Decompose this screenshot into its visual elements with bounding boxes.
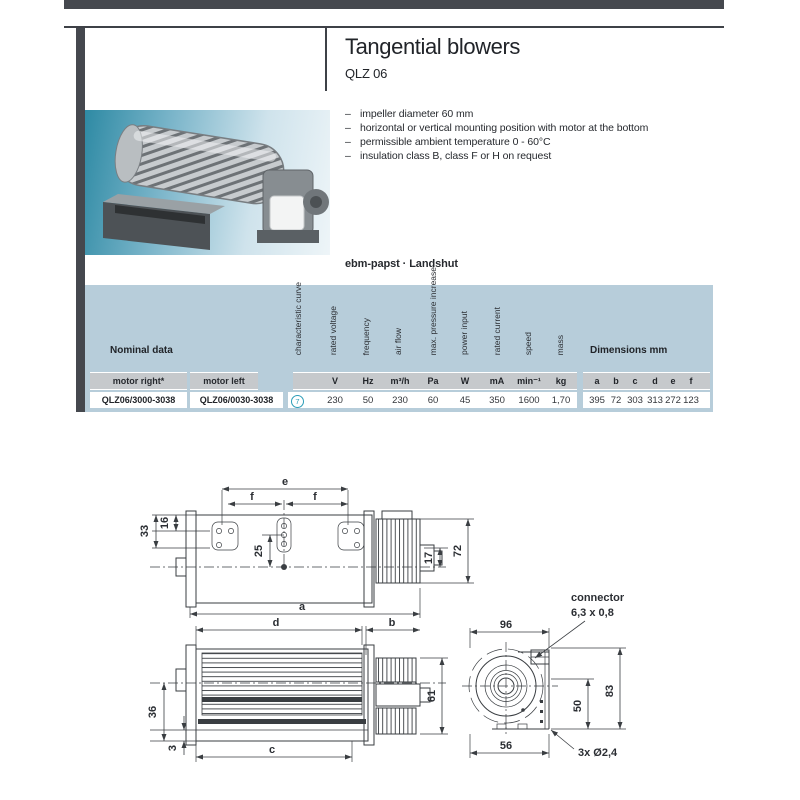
value-power: 45 [459, 395, 471, 406]
dim-letter-d: d [652, 376, 658, 386]
dim-label-17: 17 [423, 551, 435, 565]
feature-item [345, 107, 648, 121]
dim-letter-e: e [670, 376, 676, 386]
feature-item [345, 149, 648, 163]
dim-label-b: b [388, 617, 396, 629]
characteristic-curve-ref: 7 [291, 395, 304, 408]
dim-value-f: 123 [683, 395, 699, 406]
feature-list [345, 107, 648, 163]
dim-value-d: 313 [647, 395, 663, 406]
dimensions-label: Dimensions mm [590, 345, 668, 356]
page-title: Tangential blowers [345, 34, 521, 59]
feature-text: permissible ambient temperature 0 - 60°C [360, 136, 551, 148]
model-motor-right: QLZ06/3000-3038 [101, 395, 176, 405]
col-header-max-pressure: max. pressure increase [428, 266, 438, 355]
col-header-characteristic-curve: characteristic curve [293, 281, 303, 355]
spec-table [85, 266, 713, 412]
col-header-rated-current: rated current [492, 306, 502, 355]
technical-drawings [85, 450, 730, 800]
col-header-rated-voltage: rated voltage [328, 305, 338, 355]
dim-value-e: 272 [665, 395, 681, 406]
dimension-drawings [85, 450, 730, 800]
col-header-mass: mass [555, 334, 565, 355]
dim-label-50: 50 [572, 699, 584, 713]
col-header-frequency: frequency [361, 317, 371, 355]
brand-line: ebm-papst · Landshut [345, 258, 458, 270]
data-cell-motor-left [190, 392, 283, 408]
bullet-dash: – [345, 150, 351, 162]
dim-label-16: 16 [159, 516, 171, 530]
product-photo [85, 110, 330, 255]
unit-airflow: m³/h [390, 376, 410, 386]
value-mass: 1,70 [551, 395, 571, 406]
left-accent-bar [76, 28, 85, 412]
feature-item [345, 135, 648, 149]
title-divider [325, 28, 327, 91]
feature-text: impeller diameter 60 mm [360, 108, 474, 120]
dim-label-25: 25 [253, 544, 265, 558]
unit-mass: kg [555, 376, 567, 386]
motor-right-label: motor right* [112, 376, 165, 386]
feature-text: insulation class B, class F or H on request [360, 150, 552, 162]
dim-label-a: a [298, 601, 306, 613]
unit-pressure: Pa [427, 376, 439, 386]
page-model: QLZ 06 [345, 66, 388, 81]
model-motor-left: QLZ06/0030-3038 [199, 395, 274, 405]
dim-letter-b: b [613, 376, 619, 386]
side-view [139, 476, 474, 607]
feature-text: horizontal or vertical mounting position with motor at the bottom [360, 122, 649, 134]
value-voltage: 230 [327, 395, 343, 406]
col-header-speed: speed [523, 331, 533, 355]
dim-letter-c: c [632, 376, 638, 386]
dim-value-a: 395 [589, 395, 605, 406]
dim-label-83: 83 [604, 684, 616, 698]
unit-speed: min⁻¹ [517, 376, 541, 386]
connector-label: connector [571, 592, 625, 604]
dim-label-72: 72 [452, 544, 464, 558]
dim-value-b: 72 [610, 395, 622, 406]
bullet-dash: – [345, 108, 351, 120]
dim-label-36: 36 [147, 705, 159, 719]
dim-letter-a: a [594, 376, 600, 386]
feature-item [345, 121, 648, 135]
connector-size-label: 6,3 x 0,8 [571, 607, 614, 619]
dim-label-d: d [272, 617, 280, 629]
header-cell-motor-right [90, 372, 187, 390]
dim-label-56: 56 [499, 740, 513, 752]
value-frequency: 50 [362, 395, 374, 406]
unit-frequency: Hz [362, 376, 374, 386]
dim-label-c: c [268, 744, 276, 756]
dim-label-33: 33 [139, 524, 151, 538]
unit-voltage: V [331, 376, 338, 386]
value-pressure: 60 [427, 395, 439, 406]
dim-label-3: 3 [167, 744, 179, 752]
dim-label-61: 61 [426, 689, 438, 703]
col-header-power-input: power input [459, 311, 469, 355]
nominal-data-label: Nominal data [110, 345, 173, 356]
top-bar [64, 0, 724, 9]
value-airflow: 230 [392, 395, 408, 406]
motor-left-label: motor left [203, 376, 245, 386]
top-rule [64, 26, 724, 28]
data-cell-motor-right [90, 392, 187, 408]
value-speed: 1600 [518, 395, 540, 406]
dim-label-f-right: f [313, 491, 317, 503]
bullet-dash: – [345, 136, 351, 148]
holes-label: 3x Ø2,4 [578, 747, 618, 759]
col-header-air-flow: air flow [393, 328, 403, 355]
value-current: 350 [489, 395, 505, 406]
unit-current: mA [489, 376, 505, 386]
dim-value-c: 303 [627, 395, 643, 406]
blower-photo-illustration [85, 110, 330, 255]
dim-label-f-left: f [250, 491, 254, 503]
front-view [147, 588, 448, 762]
unit-power: W [460, 376, 470, 386]
dim-letter-f: f [689, 376, 693, 386]
bullet-dash: – [345, 122, 351, 134]
end-view [462, 592, 626, 759]
dim-label-e: e [281, 476, 289, 488]
dim-label-96: 96 [499, 619, 513, 631]
header-cell-motor-left [190, 372, 258, 390]
